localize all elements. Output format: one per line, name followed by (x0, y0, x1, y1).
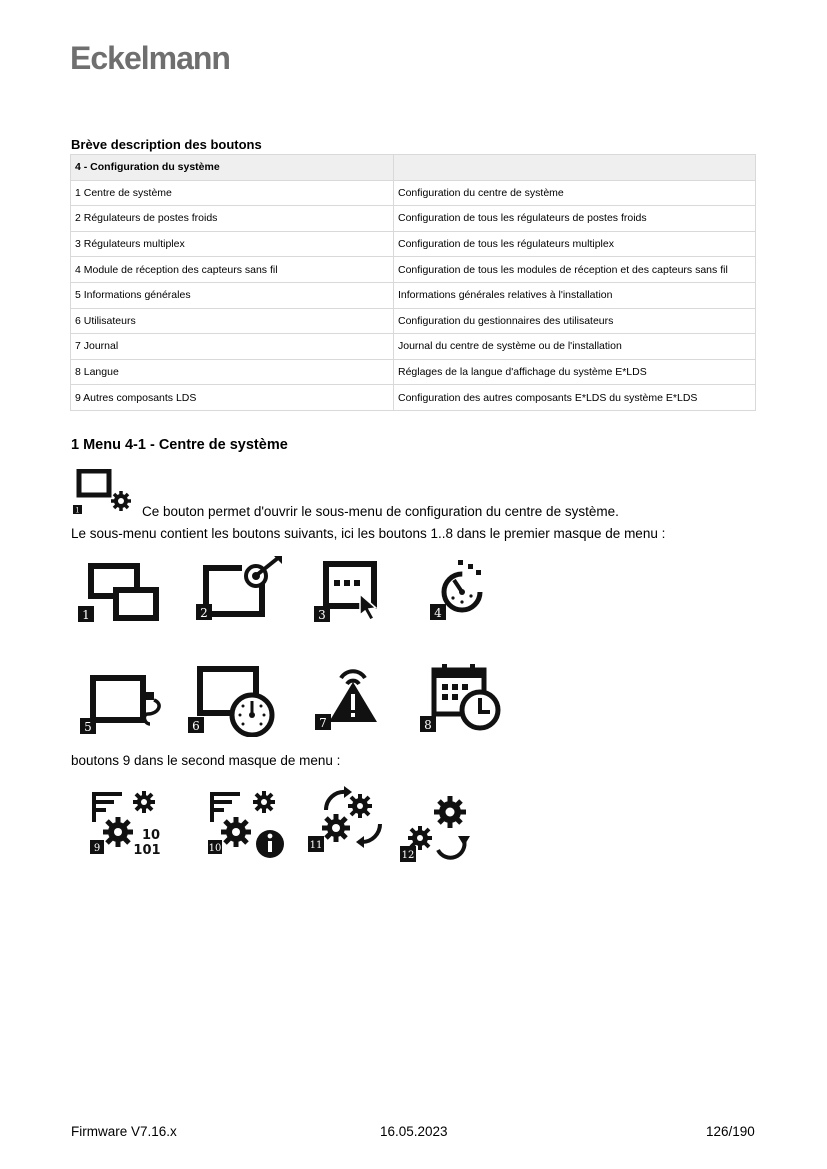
table-cell: Configuration du centre de système (394, 180, 756, 206)
table-cell: Configuration de tous les régulateurs multiplex (394, 231, 756, 257)
paragraph-buttons-1-8: Le sous-menu contient les boutons suivants, ici les boutons 1..8 dans le premier masque de menu : (71, 526, 666, 541)
badge-number: 9 (93, 843, 101, 854)
table-cell: Réglages de la langue d'affichage du système E*LDS (394, 359, 756, 385)
table-cell: 3 Régulateurs multiplex (71, 231, 394, 257)
badge-number: 12 (401, 850, 415, 861)
badge-number: 5 (84, 720, 92, 734)
badge-number: 4 (434, 606, 442, 620)
screen-plug-icon[interactable] (78, 670, 166, 736)
screen-gauge-icon[interactable] (186, 665, 280, 737)
stopwatch-icon[interactable] (428, 556, 492, 622)
table-cell: 6 Utilisateurs (71, 308, 394, 334)
table-row (71, 231, 756, 257)
footer-date: 16.05.2023 (380, 1124, 448, 1139)
table-cell: Configuration de tous les régulateurs de postes froids (394, 206, 756, 232)
code-text-top: 10 (141, 828, 161, 843)
badge-number: 7 (319, 716, 327, 730)
table-row (71, 282, 756, 308)
system-center-gear-icon (73, 469, 135, 515)
paragraph-button-9: boutons 9 dans le second masque de menu : (71, 753, 341, 768)
settings-code-icon[interactable] (88, 788, 168, 860)
section-title: Brève description des boutons (71, 137, 262, 152)
table-cell: 5 Informations générales (71, 282, 394, 308)
settings-info-icon[interactable] (206, 788, 288, 860)
table-cell: Configuration du gestionnaires des utilisateurs (394, 308, 756, 334)
table-cell: 8 Langue (71, 359, 394, 385)
multi-screen-icon[interactable] (76, 560, 162, 624)
table-row (71, 385, 756, 411)
table-row (71, 359, 756, 385)
footer-page-number: 126/190 (706, 1124, 755, 1139)
screen-cursor-icon[interactable] (312, 558, 382, 624)
table-cell: 4 Module de réception des capteurs sans fil (71, 257, 394, 283)
table-row (71, 180, 756, 206)
table-row (71, 334, 756, 360)
code-text-bottom: 101 (133, 843, 161, 858)
footer-firmware: Firmware V7.16.x (71, 1124, 177, 1139)
table-cell: 1 Centre de système (71, 180, 394, 206)
table-cell: 7 Journal (71, 334, 394, 360)
alarm-warning-icon[interactable] (313, 660, 383, 732)
table-cell: Configuration des autres composants E*LDS du système E*LDS (394, 385, 756, 411)
table-row (71, 308, 756, 334)
menu-heading: 1 Menu 4-1 - Centre de système (71, 437, 288, 453)
table-cell: 2 Régulateurs de postes froids (71, 206, 394, 232)
table-header-row (71, 155, 756, 181)
badge-number: 1 (82, 608, 90, 622)
intro-text: Ce bouton permet d'ouvrir le sous-menu de configuration du centre de système. (142, 504, 619, 519)
table-cell: Configuration de tous les modules de réception et des capteurs sans fil (394, 257, 756, 283)
screen-target-icon[interactable] (194, 556, 284, 622)
badge-number: 3 (318, 608, 326, 622)
brand-logo: Eckelmann (70, 40, 230, 76)
badge-number: 1 (75, 506, 80, 515)
table-cell: 9 Autres composants LDS (71, 385, 394, 411)
badge-number: 2 (200, 606, 208, 620)
calendar-clock-icon[interactable] (418, 660, 504, 734)
badge-number: 6 (192, 719, 200, 733)
table-header-cell (394, 155, 756, 181)
table-header-cell: 4 - Configuration du système (71, 155, 394, 181)
table-cell: Informations générales relatives à l'installation (394, 282, 756, 308)
settings-sync-icon[interactable] (306, 784, 386, 856)
badge-number: 10 (208, 843, 222, 854)
badge-number: 8 (424, 718, 432, 732)
table-row (71, 257, 756, 283)
badge-number: 11 (309, 840, 323, 851)
table-cell: Journal du centre de système ou de l'installation (394, 334, 756, 360)
button-description-table (70, 154, 756, 411)
settings-update-icon[interactable] (398, 792, 476, 864)
table-row (71, 206, 756, 232)
